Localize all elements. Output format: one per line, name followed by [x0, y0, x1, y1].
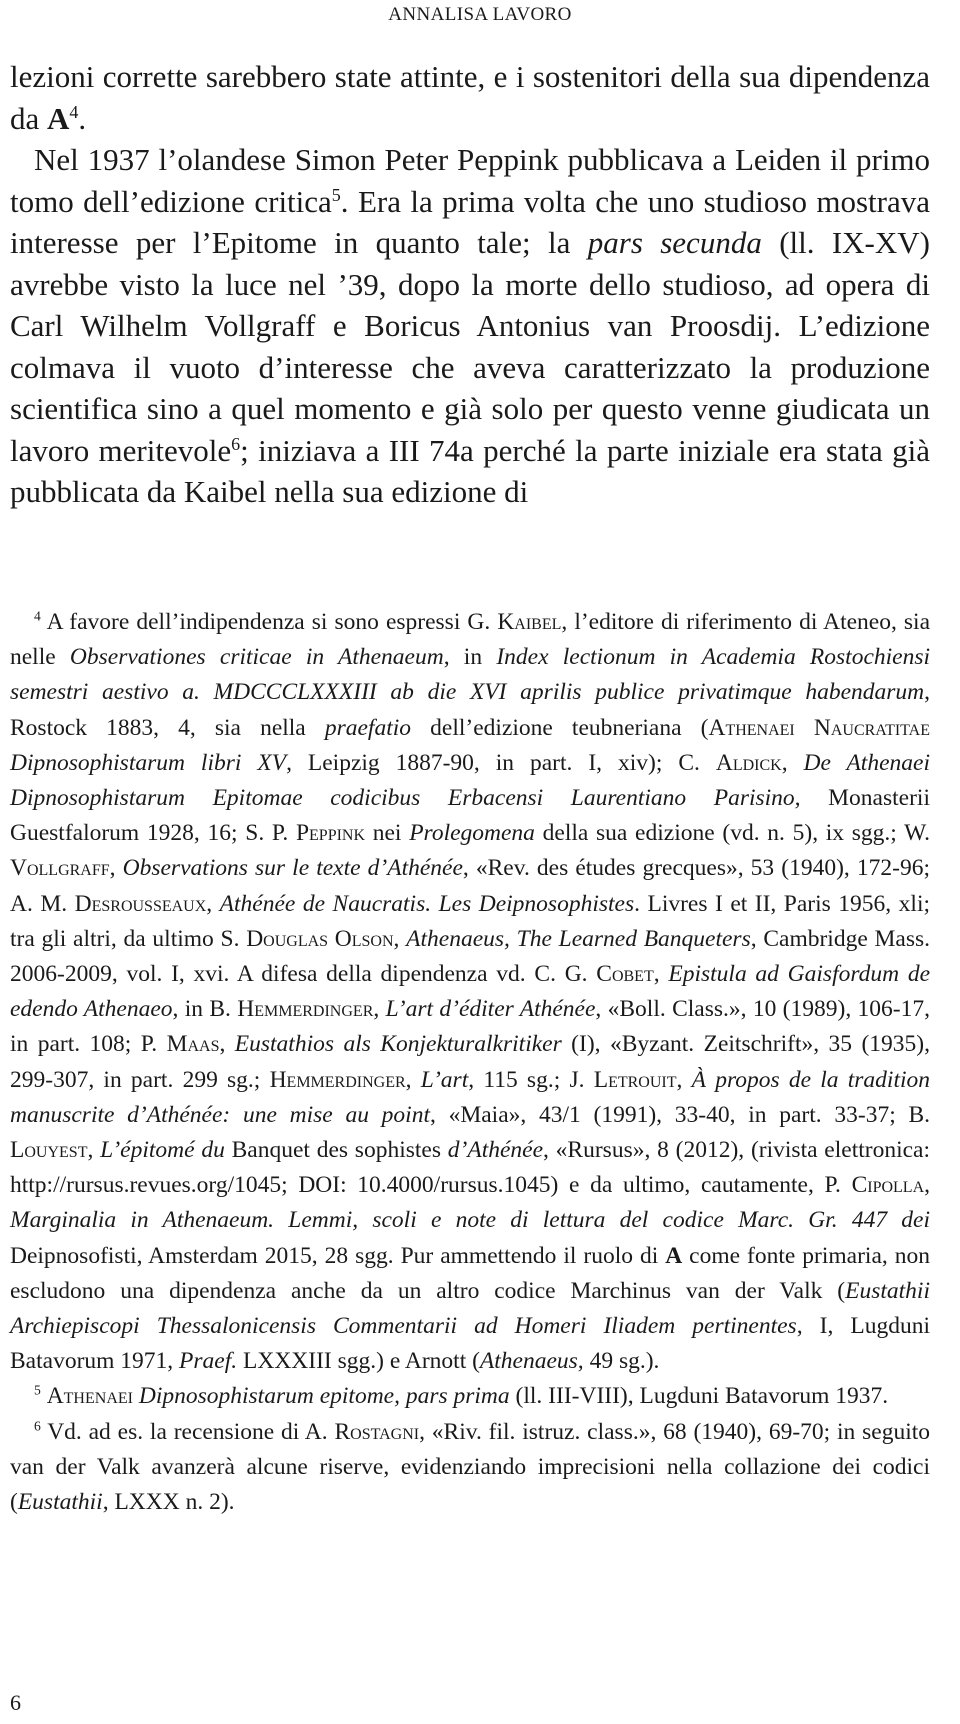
footnotes	[10, 605, 930, 1520]
text-run: , 115 sg.; J.	[468, 1066, 594, 1093]
italic-text: Athenaeus, The Learned Banqueters	[406, 925, 751, 952]
text-run: lezioni corrette sarebbero state attinte, e i sostenitori della sua dipendenza da	[10, 59, 930, 136]
author-name: Maas	[166, 1031, 220, 1058]
author-name: Douglas Olson	[246, 925, 394, 952]
footnote-ref-5[interactable]: 5	[331, 184, 341, 205]
text-run: , «Maia», 43/1 (1991), 33-40, in part. 33-37; B.	[430, 1101, 930, 1128]
italic-text: Epistula ad Gaisfordum de edendo Athenaeo	[10, 961, 931, 1023]
italic-text: Eustathios als Konjekturalkritiker	[234, 1031, 562, 1058]
italic-text: pars secunda	[587, 225, 762, 260]
author-name: Aldick	[715, 749, 782, 776]
text-run: dell’edizione teubneriana (	[411, 714, 709, 741]
text-run: Deipnosofisti, Amsterdam 2015, 28 sgg. Pur ammettendo il ruolo di	[10, 1242, 666, 1269]
text-run: ,	[924, 1172, 930, 1199]
italic-text: Index lectionum in Academia Rostochiensi semestri aestivo a. MDCCCLXXXIII ab die XVI aprilis publice privatimque habendarum	[10, 644, 931, 706]
text-run: ,	[405, 1066, 421, 1093]
text-run: , l’editore di riferimento di Ateneo, sia nelle	[10, 609, 930, 671]
italic-text: praefatio	[324, 714, 412, 741]
footnote-ref-4[interactable]: 4	[69, 101, 79, 122]
italic-text: Eustathii	[17, 1489, 103, 1516]
text-run: , LXXX n. 2).	[102, 1489, 235, 1516]
text-run: Nel 1937 l’olandese Simon Peter Peppink pubblicava a Leiden il primo tomo dell’edizione critica	[10, 142, 930, 219]
text-run: ,	[206, 890, 220, 917]
text-run: Monasterii Guestfalorum 1928, 16; S. P.	[10, 785, 930, 847]
text-run: ,	[393, 925, 407, 952]
italic-text: d’Athénée	[447, 1137, 544, 1164]
author-name: Hemmerdinger	[269, 1066, 406, 1093]
italic-text: Dipnosophistarum epitome, pars prima	[138, 1383, 510, 1410]
text-run: .	[78, 100, 87, 136]
text-run: . Livres I et II, Paris 1956, xli; tra gli altri, da ultimo S.	[10, 890, 931, 952]
author-name: Letrouit	[593, 1066, 677, 1093]
text-run: , I, Lugduni Batavorum 1971,	[10, 1313, 930, 1375]
text-run: come fonte primaria, non escludono una dipendenza anche da un altro codice Marchinus van der Valk (	[10, 1242, 930, 1304]
author-name: Cobet	[596, 961, 654, 988]
running-head: ANNALISA LAVORO	[388, 4, 572, 25]
text-run: , «Rev. des études grecques», 53 (1940), 172-96; A. M.	[10, 855, 930, 917]
text-run: , «Riv. fil. istruz. class.», 68 (1940), 69-70; in seguito van der Valk avanzerà alcune riserve, evidenziando imprecisioni nella collazione dei codici (	[10, 1418, 931, 1516]
footnote-number: 5	[34, 1383, 41, 1399]
author-name: Desrousseaux	[74, 890, 207, 917]
text-run: Banquet des sophistes	[224, 1137, 448, 1164]
footnote-6	[10, 1415, 930, 1521]
text-run: nei	[365, 820, 410, 847]
italic-text: À propos de la tradition manuscrite d’Athénée: une mise au point	[10, 1066, 931, 1128]
main-text	[10, 56, 930, 513]
text-run: LXXXIII sgg.) e Arnott (	[237, 1348, 480, 1375]
author-name: Kaibel	[497, 609, 562, 635]
author-name: Hemmerdinger	[237, 996, 374, 1023]
text-run: ,	[109, 855, 123, 882]
italic-text: Athenaeus,	[479, 1348, 584, 1375]
italic-text: L’art d’éditer Athénée	[385, 996, 596, 1023]
text-run: 49 sg.).	[583, 1348, 660, 1375]
text-run: ,	[87, 1137, 101, 1164]
author-name: Athenaei	[46, 1383, 133, 1410]
text-run: , «Rursus», 8 (2012), (rivista elettronica: http://rursus.revues.org/1045; DOI: 10.4000/rursus.1045) e da ultimo, cautamente, P.	[10, 1137, 930, 1199]
italic-text: Athénée de Naucratis. Les Deipnosophistes	[219, 890, 635, 917]
footnote-number: 4	[34, 608, 41, 624]
text-run: (I), «Byzant. Zeitschrift», 35 (1935), 299-307, in part. 299 sg.;	[10, 1031, 931, 1093]
manuscript-siglum: A	[665, 1242, 683, 1269]
italic-text: Dipnosophistarum libri XV	[10, 749, 287, 776]
author-name: Vollgraff	[10, 855, 110, 882]
footnote-5	[10, 1379, 930, 1414]
italic-text: L’épitomé du	[100, 1137, 225, 1164]
text-run: , in B.	[172, 996, 238, 1023]
italic-text: Observations sur le texte d’Athénée	[122, 855, 463, 882]
page-number: 6	[10, 1690, 21, 1715]
paragraph	[10, 139, 930, 513]
text-run: , «Boll. Class.», 10 (1989), 106-17, in part. 108; P.	[10, 996, 930, 1058]
text-run: ,	[219, 1031, 235, 1058]
author-name: Cipolla	[851, 1172, 925, 1199]
text-run: (ll. III-VIII), Lugduni Batavorum 1937.	[509, 1383, 889, 1410]
italic-text: De Athenaei Dipnosophistarum Epitomae codicibus Erbacensi Laurentiano Parisino,	[10, 749, 930, 812]
text-run: ; iniziava a III 74a perché la parte iniziale era stata già pubblicata da Kaibel nella sua edizione di	[10, 432, 931, 509]
author-name: Peppink	[295, 820, 366, 847]
footnote-ref-6[interactable]: 6	[231, 433, 241, 454]
text-run: ,	[676, 1066, 692, 1093]
text-run: . Era la prima volta che uno studioso mostrava interesse per l’Epitome in quanto tale; la	[10, 183, 930, 260]
italic-text: Observationes criticae in Athenaeum	[69, 644, 444, 671]
text-run: , Leipzig 1887-90, in part. I, xiv); C.	[286, 749, 716, 776]
manuscript-siglum: A	[47, 100, 70, 136]
text-run: ,	[653, 961, 669, 988]
italic-text: Prolegomena	[409, 820, 535, 847]
text-run: A favore dell’indipendenza si sono espressi G.	[40, 609, 498, 635]
text-run: , in	[443, 644, 497, 671]
footnote-4	[10, 605, 930, 1379]
italic-text: Eustathii Archiepiscopi Thessalonicensis Commentarii ad Homeri Iliadem pertinentes	[10, 1277, 930, 1340]
text-run: ,	[373, 996, 386, 1023]
italic-text: L’art	[420, 1066, 469, 1093]
text-run: ,	[781, 749, 804, 776]
footnote-number: 6	[34, 1418, 41, 1434]
italic-text: Praef.	[179, 1348, 238, 1375]
text-run: della sua edizione (vd. n. 5), ix sgg.; W.	[534, 820, 930, 847]
author-name: Rostagni	[334, 1418, 420, 1445]
text-run: Vd. ad es. la recensione di A.	[40, 1418, 335, 1445]
author-name: Athenaei Naucratitae	[708, 714, 930, 741]
italic-text: Marginalia in Athenaeum. Lemmi, scoli e note di lettura del codice Marc. Gr. 447 dei	[10, 1207, 930, 1234]
paragraph	[10, 56, 930, 139]
author-name: Louyest	[10, 1137, 88, 1164]
text-run: (ll. IX-XV) avrebbe visto la luce nel ’39, dopo la morte dello studioso, ad opera di Carl Wilhelm Vollgraff e Boricus Antonius van Proosdij. L’edizione colmava il vuoto d’interesse che aveva caratterizzato la produzione scientifica sino a quel momento e già solo per questo venne giudicata un lavoro meritevole	[10, 225, 930, 468]
text-run: , Rostock 1883, 4, sia nella	[10, 679, 930, 741]
text-run: , Cambridge Mass. 2006-2009, vol. I, xvi. A difesa della dipendenza vd. C. G.	[10, 925, 930, 988]
